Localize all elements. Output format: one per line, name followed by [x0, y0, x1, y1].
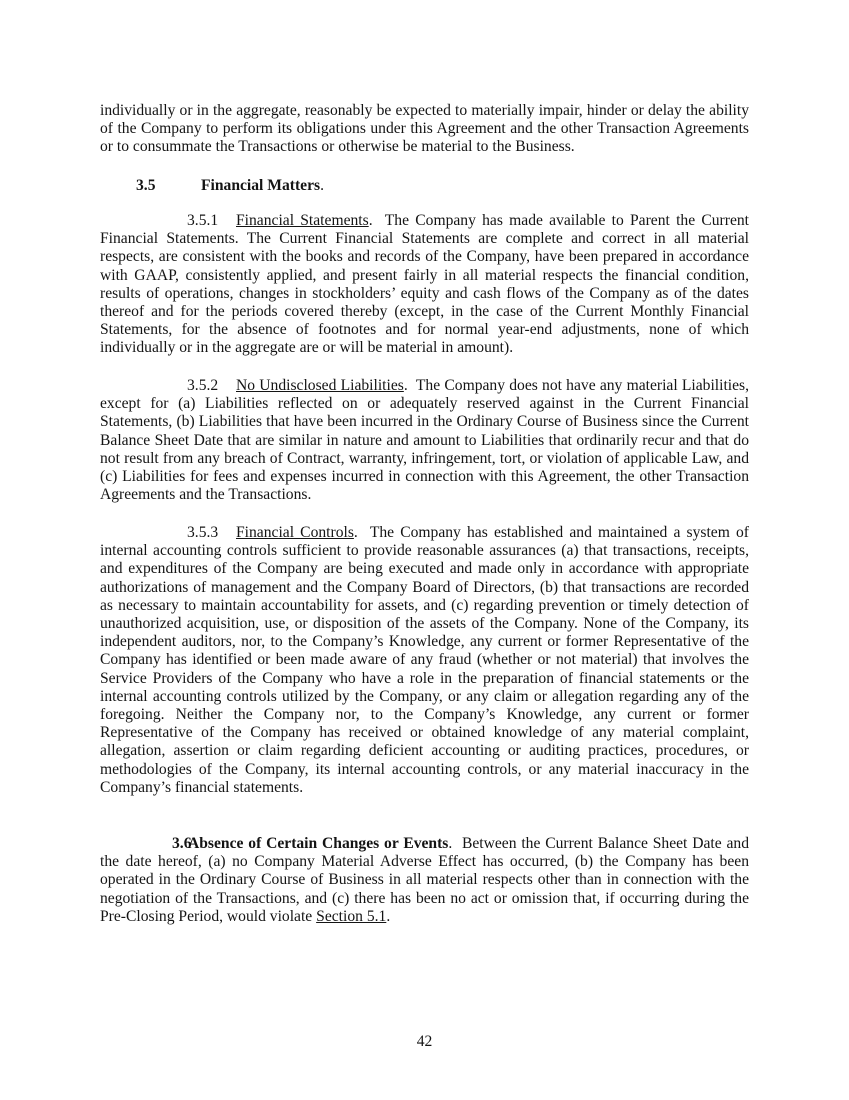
section-3-5-title-period: . — [320, 177, 324, 194]
section-3-5-1-number: 3.5.1 — [187, 212, 219, 229]
section-3-5-1-body: The Company has made available to Parent the Current Financial Statements. The Current Financial Statements are complete and correct in all material respects, are consistent with the books and records of the Company, have been prepared in accordance with GAAP, consistently applied, and present fairly in all material respects the financial condition, results of operations, changes in stockholders’ equity and cash flows of the Company as of the dates thereof and for the periods covered thereby (except, in the case of the Current Monthly Financial Statements, for the absence of footnotes and for normal year-end adjustments, none of which individually or in the aggregate are or will be material in amount). — [100, 212, 749, 357]
section-3-5-3-paragraph — [100, 524, 749, 797]
page-number: 42 — [416, 1033, 433, 1050]
section-3-5-heading — [136, 177, 324, 195]
section-3-5-2-body: The Company does not have any material Liabilities, except for (a) Liabilities reflected on or adequately reserved against in the Current Financial Statements, (b) Liabilities that have been incurred in the Ordinary Course of Business since the Current Balance Sheet Date that are similar in nature and amount to Liabilities that ordinarily recur and that do not result from any breach of Contract, warranty, infringement, tort, or violation of applicable Law, and (c) Liabilities for fees and expenses incurred in connection with this Agreement, the other Transaction Agreements and the Transactions. — [100, 377, 750, 504]
section-5-1-cross-reference: Section 5.1 — [316, 907, 387, 925]
section-3-6-title: Absence of Certain Changes or Events — [188, 835, 449, 852]
section-3-5-2-title-period: . — [403, 377, 408, 394]
section-3-6-body: Between the Current Balance Sheet Date and the date hereof, (a) no Company Material Adverse Effect has occurred, (b) the Company has been operated in the Ordinary Course of Business in all material respects other than in connection with the negotiation of the Transactions, and (c) there has been no act or omission that, if occurring during the Pre-Closing Period, would violate — [100, 835, 749, 925]
section-3-5-1-title-period: . — [368, 212, 373, 229]
continuation-paragraph: individually or in the aggregate, reasonably be expected to materially impair, hinder or delay the ability of the Company to perform its obligations under this Agreement and the other Transaction Agreements or to consummate the Transactions or otherwise be material to the Business. — [100, 102, 749, 156]
section-3-5-1-title: Financial Statements — [236, 212, 369, 229]
section-3-6-paragraph — [100, 835, 749, 926]
section-3-6-number: 3.6 — [172, 835, 192, 852]
section-3-5-2-number: 3.5.2 — [187, 377, 219, 394]
section-3-5-3-title-period: . — [353, 524, 358, 541]
section-3-5-title: Financial Matters — [201, 177, 321, 194]
section-3-6-end-period: . — [386, 907, 391, 925]
section-3-5-3-title: Financial Controls — [236, 524, 354, 541]
section-3-5-number: 3.5 — [136, 177, 156, 194]
section-3-5-2-paragraph — [100, 377, 749, 504]
section-3-5-3-body: The Company has established and maintained a system of internal accounting controls sufficient to provide reasonable assurances (a) that transactions, receipts, and expenditures of the Company are being executed and made only in accordance with appropriate authorizations of management and the Company Board of Directors, (b) that transactions are recorded as necessary to maintain accountability for assets, and (c) regarding prevention or timely detection of unauthorized acquisition, use, or disposition of the assets of the Company. None of the Company, its independent auditors, nor, to the Company’s Knowledge, any current or former Representative of the Company has identified or been made aware of any fraud (whether or not material) that involves the Service Providers of the Company who have a role in the preparation of financial statements or the internal accounting controls utilized by the Company, or any claim or allegation regarding any of the foregoing. Neither the Company nor, to the Company’s Knowledge, any current or former Representative of the Company has received or obtained knowledge of any material complaint, allegation, assertion or claim regarding deficient accounting or auditing practices, procedures, or methodologies of the Company, its internal accounting controls, or any material inaccuracy in the Company’s financial statements. — [100, 524, 749, 796]
section-3-5-1-paragraph — [100, 212, 749, 358]
section-3-6-title-period: . — [448, 835, 453, 852]
section-3-5-3-number: 3.5.3 — [187, 524, 219, 541]
section-3-5-2-title: No Undisclosed Liabilities — [236, 377, 404, 394]
